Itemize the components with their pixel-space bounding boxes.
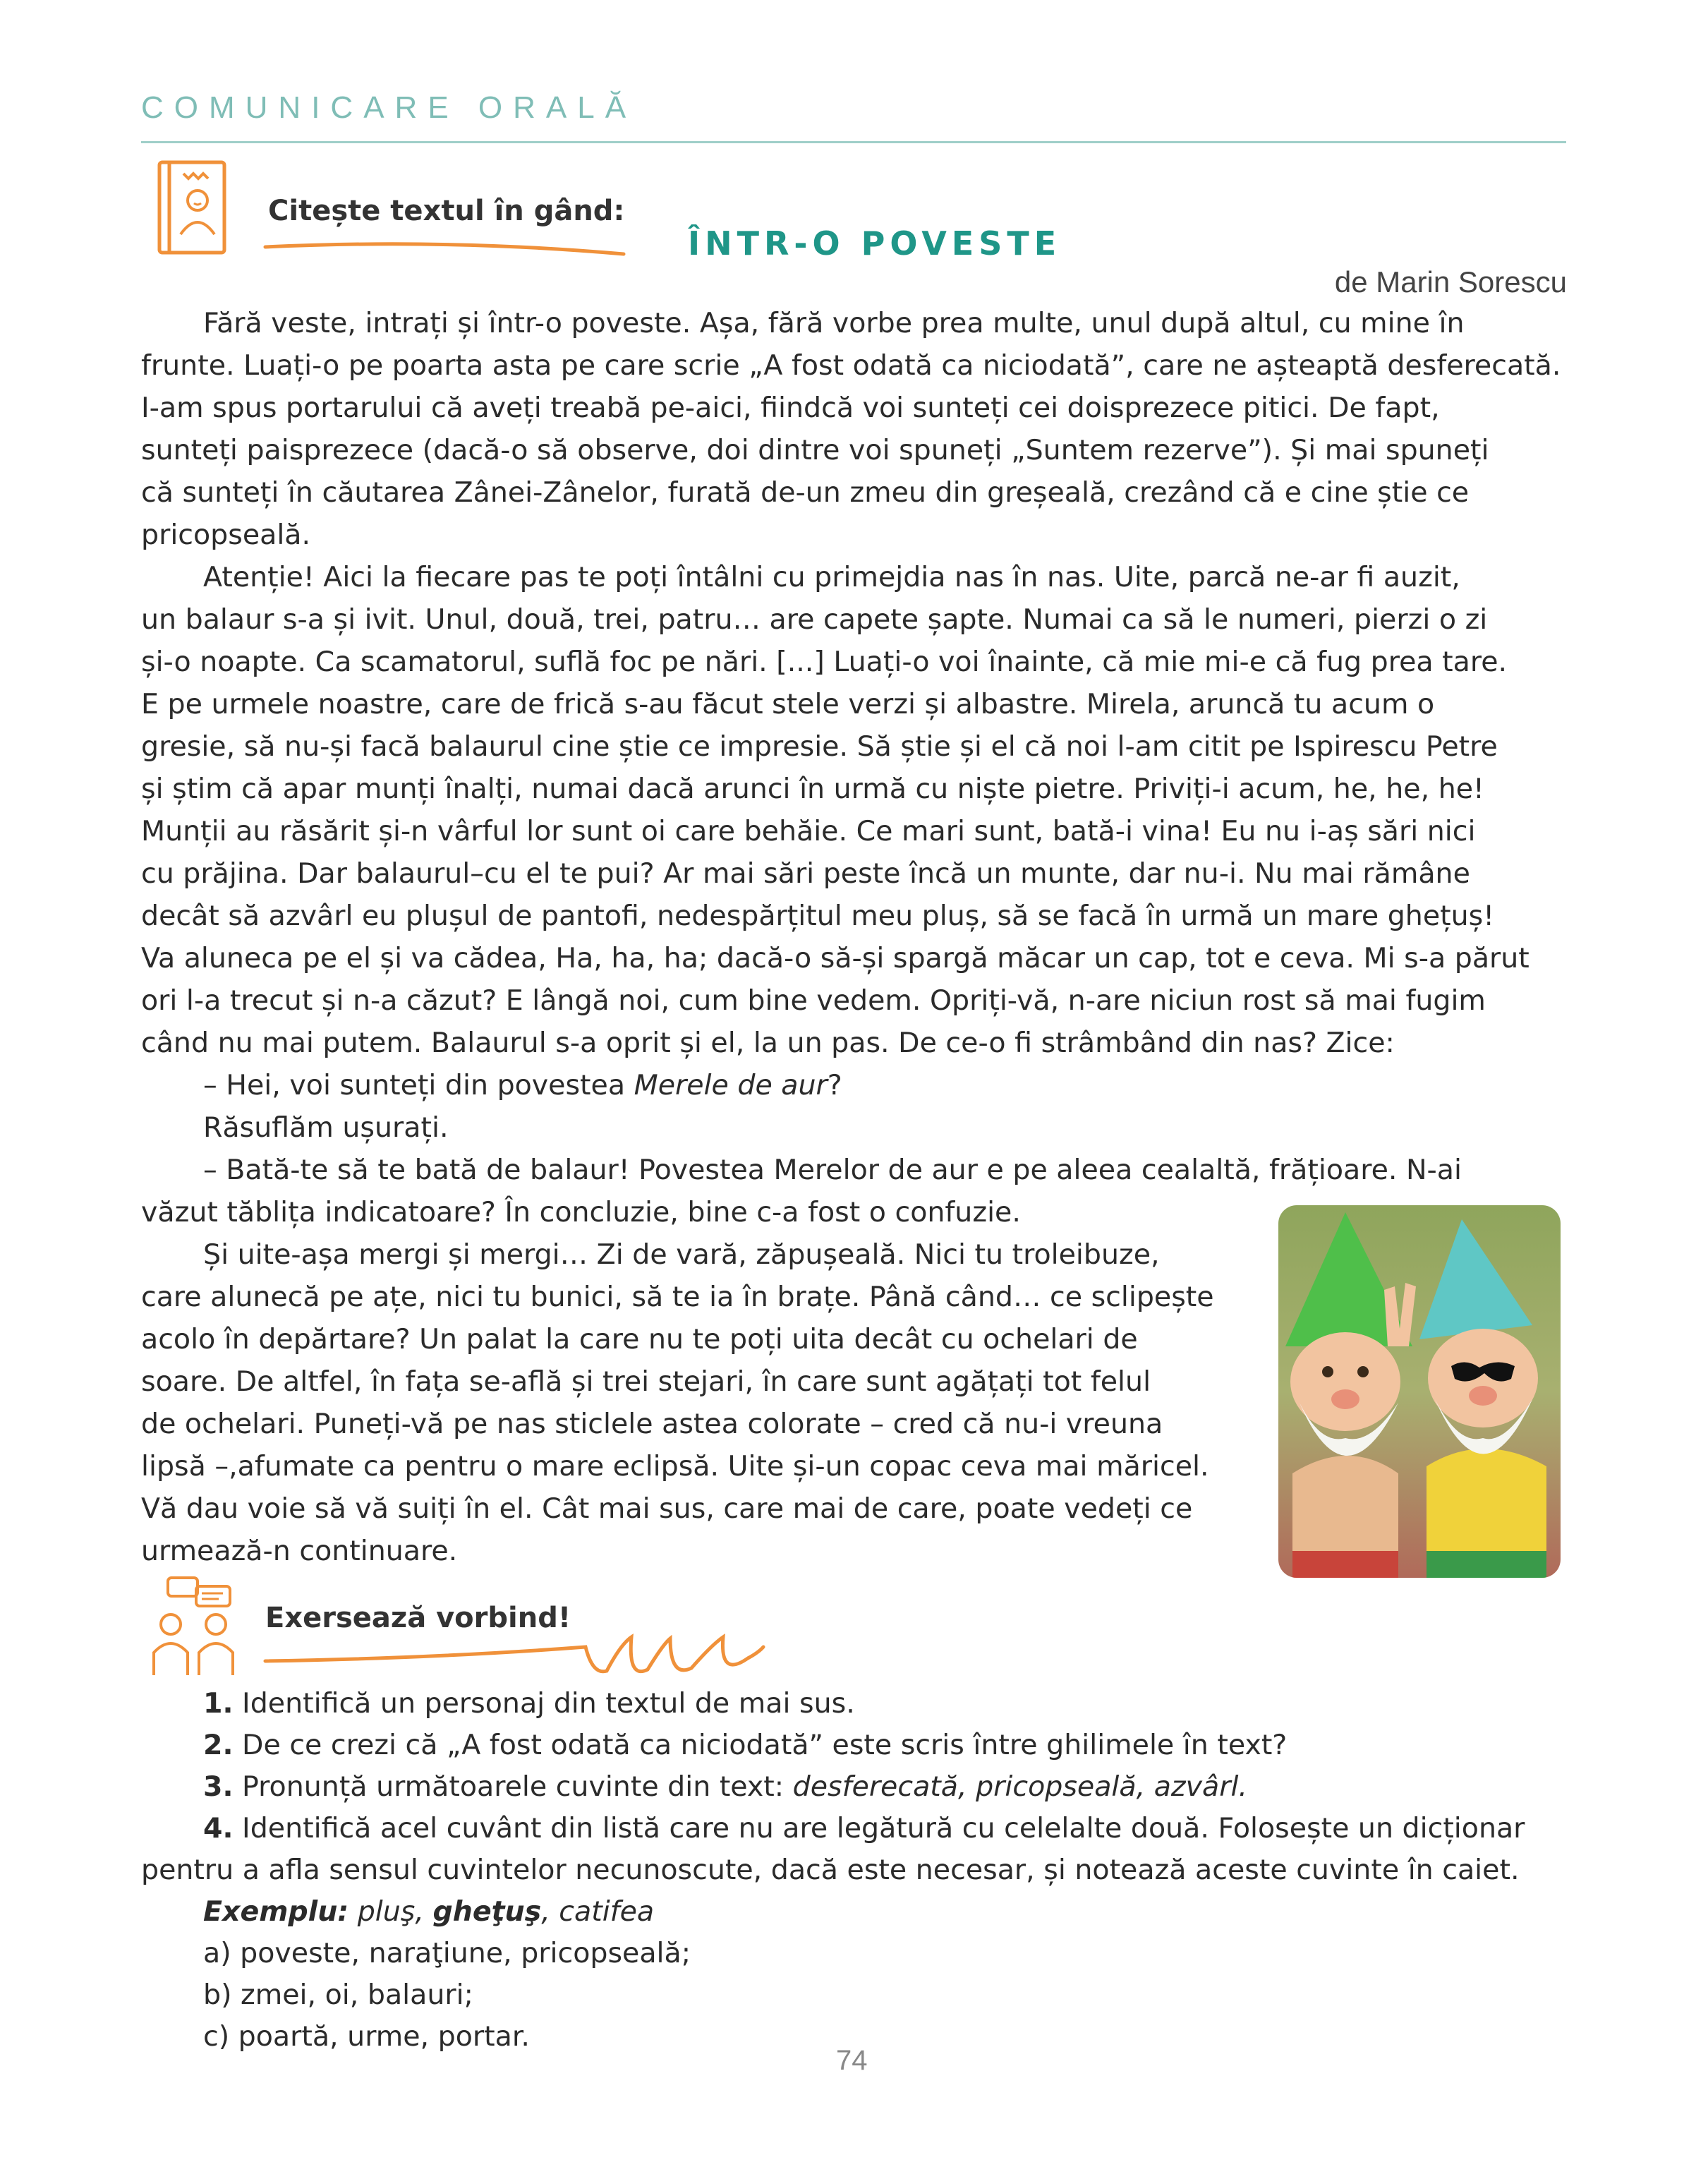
story-line: lipsă –,afumate ca pentru o mare eclipsă. Uite și-un copac ceva mai măricel. [141, 1450, 1209, 1483]
garden-gnomes-photo [1278, 1205, 1561, 1578]
dialogue-line-3: – Bată-te să te bată de balaur! Povestea Merelor de aur e pe aleea cealaltă, frățioare. N-ai [203, 1154, 1462, 1186]
page-number: 74 [836, 2045, 868, 2076]
story-line: gresie, să nu-și facă balaurul cine știe ce impresie. Să știe și el că noi l-am citit pe Ispirescu Petre [141, 730, 1498, 763]
story-line: că sunteți în căutarea Zânei-Zânelor, furată de-un zmeu din greșeală, crezând că e cine știe ce [141, 476, 1470, 509]
question-2: 2. De ce crezi că „A fost odată ca niciodată” este scris între ghilimele în text? [203, 1729, 1288, 1761]
story-line: decât să azvârl eu plușul de pantofi, nedespărțitul meu pluș, să se facă în urmă un mare ghețuș! [141, 900, 1495, 932]
story-line: Fără veste, intrați și într-o poveste. Așa, fără vorbe prea multe, unul după altul, cu mine în [203, 307, 1465, 339]
option-a: a) poveste, naraţiune, pricopseală; [203, 1937, 691, 1969]
story-line: sunteți paisprezece (dacă-o să observe, doi dintre voi spuneți „Suntem rezerve”). Și mai spuneți [141, 434, 1489, 466]
story-line: ori l-a trecut și n-a căzut? E lângă noi, cum bine vedem. Opriți-vă, n-are niciun rost să mai fugim [141, 984, 1486, 1017]
story-line: urmează-n continuare. [141, 1535, 458, 1567]
story-line: Va aluneca pe el și va cădea, Ha, ha, ha; dacă-o să-și spargă măcar un cap, tot e ceva. Mi s-a părut [141, 942, 1530, 974]
dialogue-line-4: văzut tăblița indicatoare? În concluzie, bine c-a fost o confuzie. [141, 1196, 1021, 1229]
exercise-list [141, 1683, 1566, 2058]
dialogue-line-1: – Hei, voi sunteți din povestea Merele de aur? [203, 1069, 842, 1101]
question-4-continued: pentru a afla sensul cuvintelor necunoscute, dacă este necesar, și notează aceste cuvinte în caiet. [141, 1854, 1520, 1886]
story-line: Atenție! Aici la fiecare pas te poți întâlni cu primejdia nas în nas. Uite, parcă ne-ar fi auzit, [203, 561, 1460, 593]
story-title: ÎNTR-O POVESTE [688, 224, 1062, 262]
question-4: 4. Identifică acel cuvânt din listă care nu are legătură cu celelalte două. Folosește un dicționar [203, 1812, 1525, 1845]
section-title: COMUNICARE ORALĂ [141, 90, 637, 125]
dialogue-line-2: Răsuflăm ușurați. [203, 1111, 449, 1144]
story-paragraph-1 [141, 302, 1566, 556]
option-c: c) poartă, urme, portar. [203, 2020, 530, 2053]
story-line: frunte. Luați-o pe poarta asta pe care scrie „A fost odată ca niciodată”, care ne așteaptă desferecată. [141, 349, 1561, 382]
story-line: și știm că apar munți înalți, numai dacă arunci în urmă cu niște pietre. Priviți-i acum, he, he, he! [141, 773, 1484, 805]
read-instruction: Citește textul în gând: [268, 195, 625, 227]
story-line: un balaur s-a și ivit. Unul, două, trei, patru… are capete șapte. Numai ca să le numeri, pierzi o zi [141, 603, 1488, 636]
decorative-squiggle [261, 1616, 769, 1679]
question-3: 3. Pronunță următoarele cuvinte din text: desferecată, pricopseală, azvârl. [203, 1770, 1247, 1803]
story-line: care alunecă pe ațe, nici tu bunici, să te ia în brațe. Până când… ce sclipește [141, 1281, 1214, 1313]
story-line: acolo în depărtare? Un palat la care nu te poți uita decât cu ochelari de [141, 1323, 1138, 1356]
story-line: de ochelari. Puneți-vă pe nas sticlele astea colorate – cred că nu-i vreuna [141, 1408, 1163, 1440]
story-line: Vă dau voie să vă suiți în el. Cât mai sus, care mai de care, poate vedeți ce [141, 1492, 1193, 1525]
story-line: și-o noapte. Ca scamatorul, suflă foc pe nări. [...] Luați-o voi înainte, că mie mi-e că fug prea tare. [141, 646, 1508, 678]
story-line: pricopseală. [141, 519, 311, 551]
story-author: de Marin Sorescu [1334, 265, 1567, 298]
option-b: b) zmei, oi, balauri; [203, 1979, 473, 2011]
story-paragraph-3 [141, 1233, 1266, 1572]
section-divider [141, 141, 1566, 143]
speaking-people-icon [150, 1575, 243, 1679]
story-line: Munții au răsărit și-n vârful lor sunt oi care behăie. Ce mari sunt, bată-i vina! Eu nu i-aș sări nici [141, 815, 1476, 847]
story-line: E pe urmele noastre, care de frică s-au făcut stele verzi și albastre. Mirela, aruncă tu acum o [141, 688, 1435, 720]
example-line: Exemplu: pluş, gheţuş, catifea [203, 1895, 655, 1928]
story-line: cu prăjina. Dar balaurul–cu el te pui? Ar mai sări peste încă un munte, dar nu-i. Nu mai rămâne [141, 857, 1470, 890]
exercise-title: Exersează vorbind! [265, 1602, 571, 1634]
question-1: 1. Identifică un personaj din textul de mai sus. [203, 1687, 855, 1720]
story-line: când nu mai putem. Balaurul s-a oprit și el, la un pas. De ce-o fi strâmbând din nas? Zice: [141, 1027, 1395, 1059]
story-paragraph-2 [141, 556, 1566, 1064]
read-underline [262, 237, 629, 261]
story-line: I-am spus portarului că aveți treabă pe-aici, fiindcă voi sunteți cei doisprezece pitici. De fapt, [141, 392, 1440, 424]
story-line: Și uite-așa mergi și mergi… Zi de vară, zăpușeală. Nici tu troleibuze, [203, 1238, 1160, 1271]
story-line: soare. De altfel, în fața se-află și trei stejari, în care sunt agățați tot felul [141, 1365, 1151, 1398]
book-reader-icon [157, 159, 236, 258]
